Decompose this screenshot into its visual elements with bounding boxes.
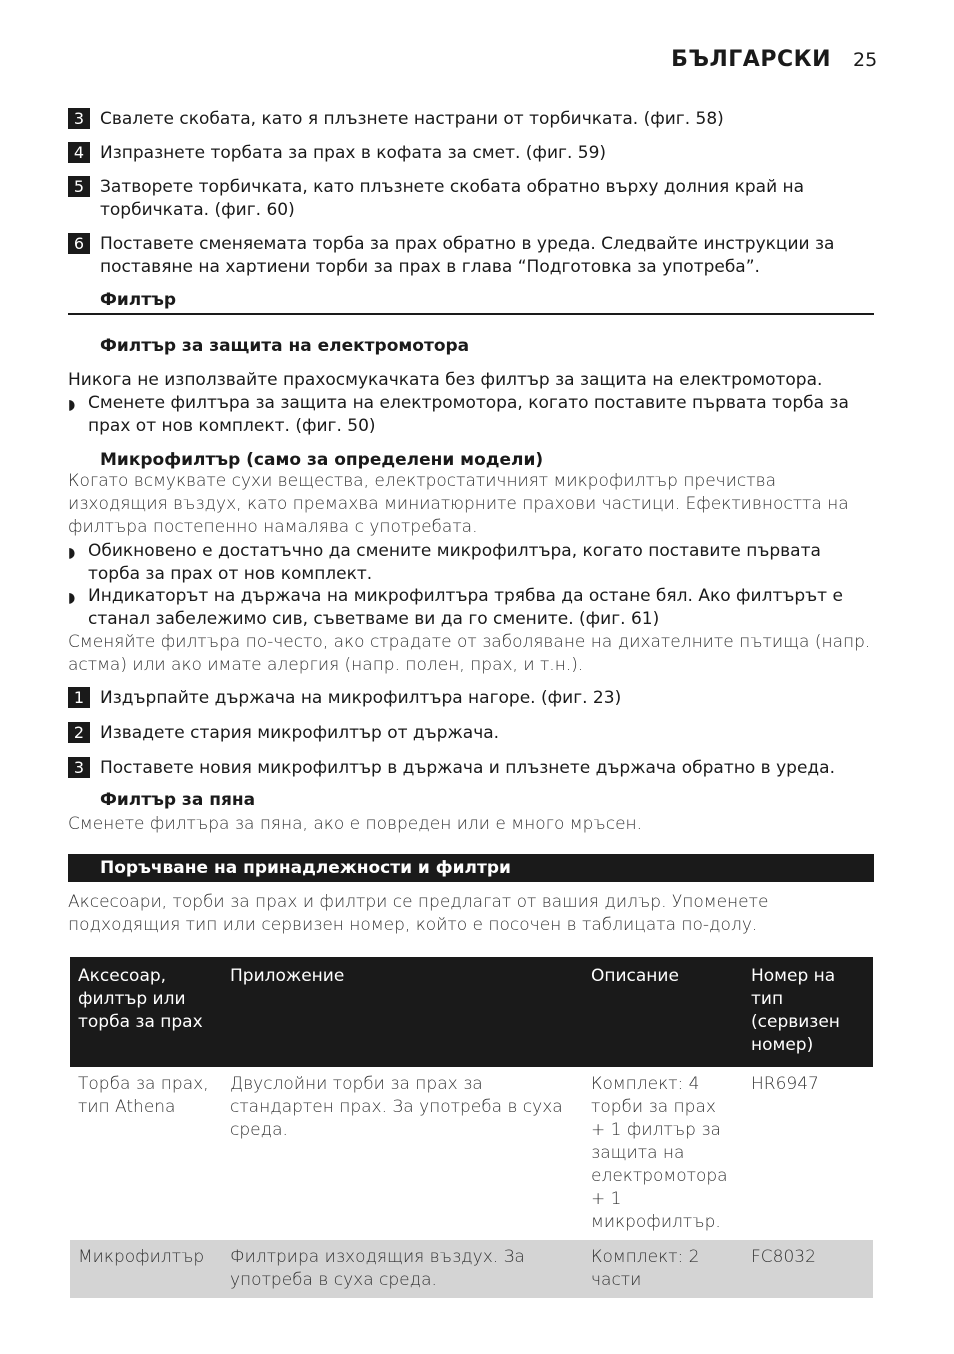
table-row xyxy=(70,1067,873,1240)
section-title-ordering: Поръчване на принадлежности и филтри xyxy=(68,854,874,882)
step-text: Свалете скобата, като я плъзнете настрани от торбичката. (фиг. 58) xyxy=(100,109,724,129)
accessories-table xyxy=(70,957,873,1298)
step-number: 3 xyxy=(68,108,90,129)
table-cell: Микрофилтър xyxy=(70,1240,222,1298)
section-title-filter: Филтър xyxy=(100,290,177,310)
microfilter-paragraph-2: Сменяйте филтъра по-често, ако страдате от заболяване на дихателните пътища (напр. астма) или ако имате алергия (напр. полен, прах, и т.н.). xyxy=(68,632,871,675)
table-cell: Филтрира изходящия въздух. За употреба в суха среда. xyxy=(222,1240,583,1298)
table-cell: Комплект: 2 части xyxy=(583,1240,743,1298)
step-text: Извадете стария микрофилтър от държача. xyxy=(100,723,500,743)
bullet-icon: ◗ xyxy=(68,397,76,413)
table-cell: FC8032 xyxy=(743,1240,873,1298)
step-number: 4 xyxy=(68,142,90,163)
subsection-title-foam-filter: Филтър за пяна xyxy=(100,790,256,810)
step-number: 3 xyxy=(68,757,90,778)
ordering-paragraph: Аксесоари, торби за прах и филтри се предлагат от вашия дилър. Упоменете подходящия тип или сервизен номер, който е посочен в таблицата по-долу. xyxy=(68,892,769,935)
table-cell: HR6947 xyxy=(751,1074,819,1094)
step-number: 5 xyxy=(68,176,90,197)
bullet-text: Сменете филтъра за защита на електромотора, когато поставите първата торба за прах от нов комплект. (фиг. 50) xyxy=(88,393,849,436)
step-text: Издърпайте държача на микрофилтъра нагоре. (фиг. 23) xyxy=(100,688,622,708)
language-heading: БЪЛГАРСКИ xyxy=(671,47,831,72)
step-text: Поставете сменяемата торба за прах обратно в уреда. Следвайте инструкции за поставяне на хартиени торби за прах в глава “Подготовка за употреба”. xyxy=(100,234,835,277)
section-divider xyxy=(68,313,874,315)
subsection-title-motor-filter: Филтър за защита на електромотора xyxy=(100,336,470,356)
step-text: Изпразнете торбата за прах в кофата за смет. (фиг. 59) xyxy=(100,143,607,163)
table-cell: Двуслойни торби за прах за стандартен прах. За употреба в суха среда. xyxy=(230,1074,563,1140)
table-cell: Комплект: 4 торби за прах + 1 филтър за защита на електромотора + 1 микрофилтър. xyxy=(591,1074,728,1232)
step-text: Поставете новия микрофилтър в държача и плъзнете държача обратно в уреда. xyxy=(100,758,835,778)
column-header: Номер на тип (сервизен номер) xyxy=(743,957,873,1067)
column-header: Приложение xyxy=(222,957,583,1067)
bullet-icon: ◗ xyxy=(68,590,76,606)
bullet-text: Индикаторът на държача на микрофилтъра трябва да остане бял. Ако филтърът е станал забележимо сив, съветваме ви да го смените. (фиг. 61) xyxy=(88,586,843,629)
bullet-icon: ◗ xyxy=(68,545,76,561)
step-number: 6 xyxy=(68,233,90,254)
microfilter-paragraph: Когато всмуквате сухи вещества, електростатичният микрофилтър пречиства изходящия въздух, като премахва миниатюрните прахови частици. Ефективността на филтъра постепенно намалява с употребата. xyxy=(68,471,849,537)
column-header: Описание xyxy=(583,957,743,1067)
motor-filter-paragraph: Никога не използвайте прахосмукачката без филтър за защита на електромотора. xyxy=(68,370,823,390)
bullet-text: Обикновено е достатъчно да смените микрофилтъра, когато поставите първата торба за прах от нов комплект. xyxy=(88,541,821,584)
column-header: Аксесоар, филтър или торба за прах xyxy=(70,957,222,1067)
step-number: 1 xyxy=(68,687,90,708)
step-number: 2 xyxy=(68,722,90,743)
foam-filter-paragraph: Сменете филтъра за пяна, ако е повреден или е много мръсен. xyxy=(68,814,643,834)
page-number: 25 xyxy=(853,49,878,71)
table-row xyxy=(70,1240,873,1298)
step-text: Затворете торбичката, като плъзнете скобата обратно върху долния край на торбичката. (фиг. 60) xyxy=(100,177,805,220)
table-cell: Торба за прах, тип Athena xyxy=(78,1074,209,1117)
subsection-title-microfilter: Микрофилтър (само за определени модели) xyxy=(100,450,544,470)
table-header-row xyxy=(70,957,873,1067)
